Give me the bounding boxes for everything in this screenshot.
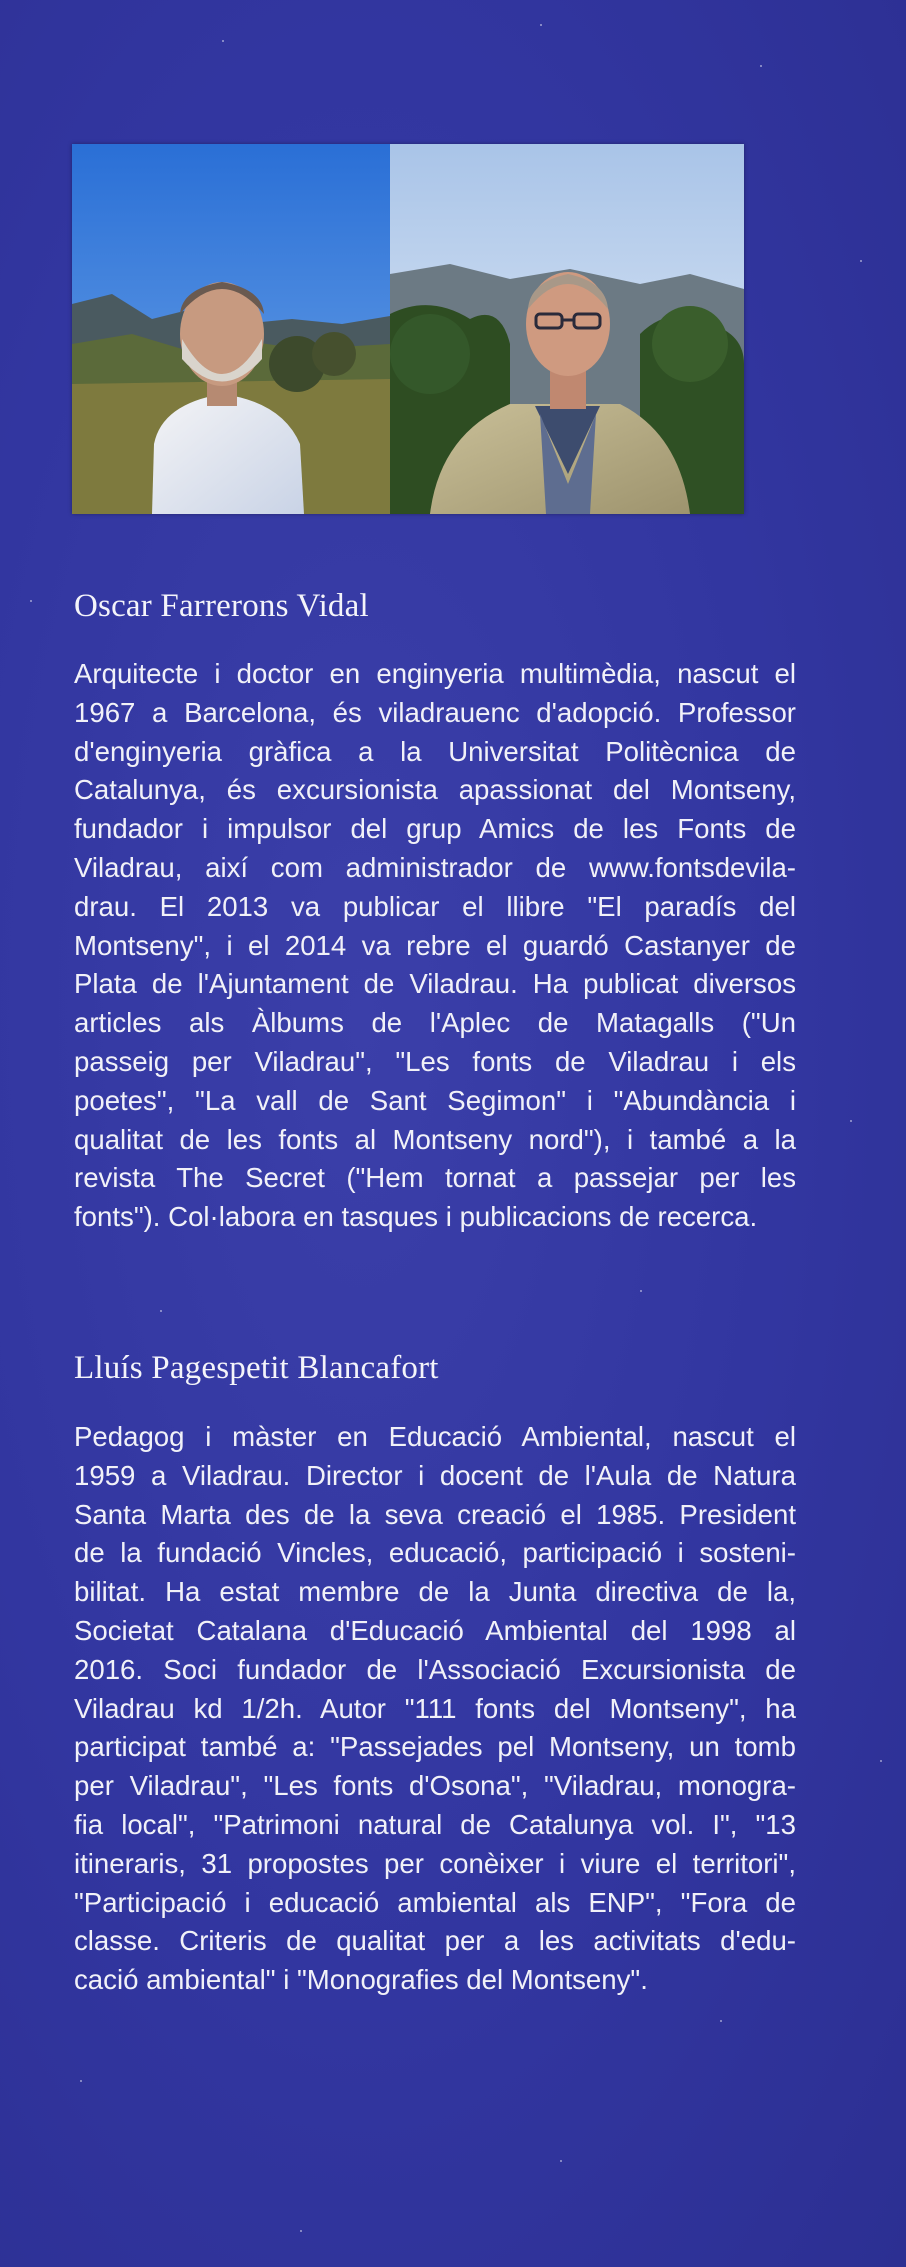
- photo-lluis-pagespetit: [390, 144, 744, 514]
- bio-line: de la fundació Vincles, educació, participació i sosteni-: [74, 1537, 796, 1569]
- bio-line: drau. El 2013 va publicar el llibre "El paradís del: [74, 890, 796, 922]
- bio-line: d'enginyeria gràfica a la Universitat Politècnica de: [74, 735, 796, 767]
- bio-line: itineraris, 31 propostes per conèixer i viure el territori",: [74, 1847, 796, 1879]
- bio-line: Societat Catalana d'Educació Ambiental del 1998 al: [74, 1614, 796, 1646]
- bio-line: Catalunya, és excursionista apassionat del Montseny,: [74, 774, 796, 806]
- bio-line: revista The Secret ("Hem tornat a passejar per les: [74, 1162, 796, 1194]
- bio-line: fonts"). Col·labora en tasques i publicacions de recerca.: [74, 1201, 758, 1233]
- author-bio-lluis: [74, 1418, 796, 2000]
- bio-line: per Viladrau", "Les fonts d'Osona", "Viladrau, monogra-: [74, 1770, 796, 1802]
- bio-line: bilitat. Ha estat membre de la Junta directiva de la,: [74, 1576, 796, 1608]
- bio-line: fia local", "Patrimoni natural de Catalunya vol. I", "13: [74, 1808, 796, 1840]
- author-photos: [72, 144, 744, 514]
- bio-line: Santa Marta des de la seva creació el 1985. President: [74, 1498, 796, 1530]
- bio-line: Arquitecte i doctor en enginyeria multimèdia, nascut el: [74, 658, 796, 689]
- bio-line: 1967 a Barcelona, és viladrauenc d'adopció. Professor: [74, 696, 796, 728]
- bio-line: participat també a: "Passejades pel Montseny, un tomb: [74, 1731, 796, 1763]
- portrait-photo-icon: [72, 144, 390, 514]
- bio-line: 1959 a Viladrau. Director i docent de l'Aula de Natura: [74, 1459, 796, 1491]
- bio-line: "Participació i educació ambiental als ENP", "Fora de: [74, 1886, 796, 1918]
- bio-line: cació ambiental" i "Monografies del Montseny".: [74, 1964, 648, 1996]
- bio-line: poetes", "La vall de Sant Segimon" i "Abundància i: [74, 1084, 796, 1116]
- bio-line: classe. Criteris de qualitat per a les activitats d'edu-: [74, 1925, 796, 1957]
- photo-oscar-farrerons: [72, 144, 390, 514]
- bio-line: Viladrau, així com administrador de www.fontsdevila-: [74, 851, 796, 883]
- bio-line: Pedagog i màster en Educació Ambiental, nascut el: [74, 1421, 796, 1452]
- bio-line: fundador i impulsor del grup Amics de les Fonts de: [74, 813, 796, 845]
- bio-line: passeig per Viladrau", "Les fonts de Viladrau i els: [74, 1045, 796, 1077]
- bio-line: Montseny", i el 2014 va rebre el guardó Castanyer de: [74, 929, 796, 961]
- bio-line: 2016. Soci fundador de l'Associació Excursionista de: [74, 1653, 796, 1685]
- bio-line: qualitat de les fonts al Montseny nord"), i també a la: [74, 1123, 796, 1155]
- author-name-oscar: Oscar Farrerons Vidal: [74, 588, 369, 624]
- bio-line: articles als Àlbums de l'Aplec de Matagalls ("Un: [74, 1007, 796, 1039]
- author-bio-oscar: [74, 655, 796, 1237]
- author-name-lluis: Lluís Pagespetit Blancafort: [74, 1350, 439, 1386]
- bio-line: Plata de l'Ajuntament de Viladrau. Ha publicat diversos: [74, 968, 796, 1000]
- bio-line: Viladrau kd 1/2h. Autor "111 fonts del Montseny", ha: [74, 1692, 796, 1724]
- portrait-photo-icon: [390, 144, 744, 514]
